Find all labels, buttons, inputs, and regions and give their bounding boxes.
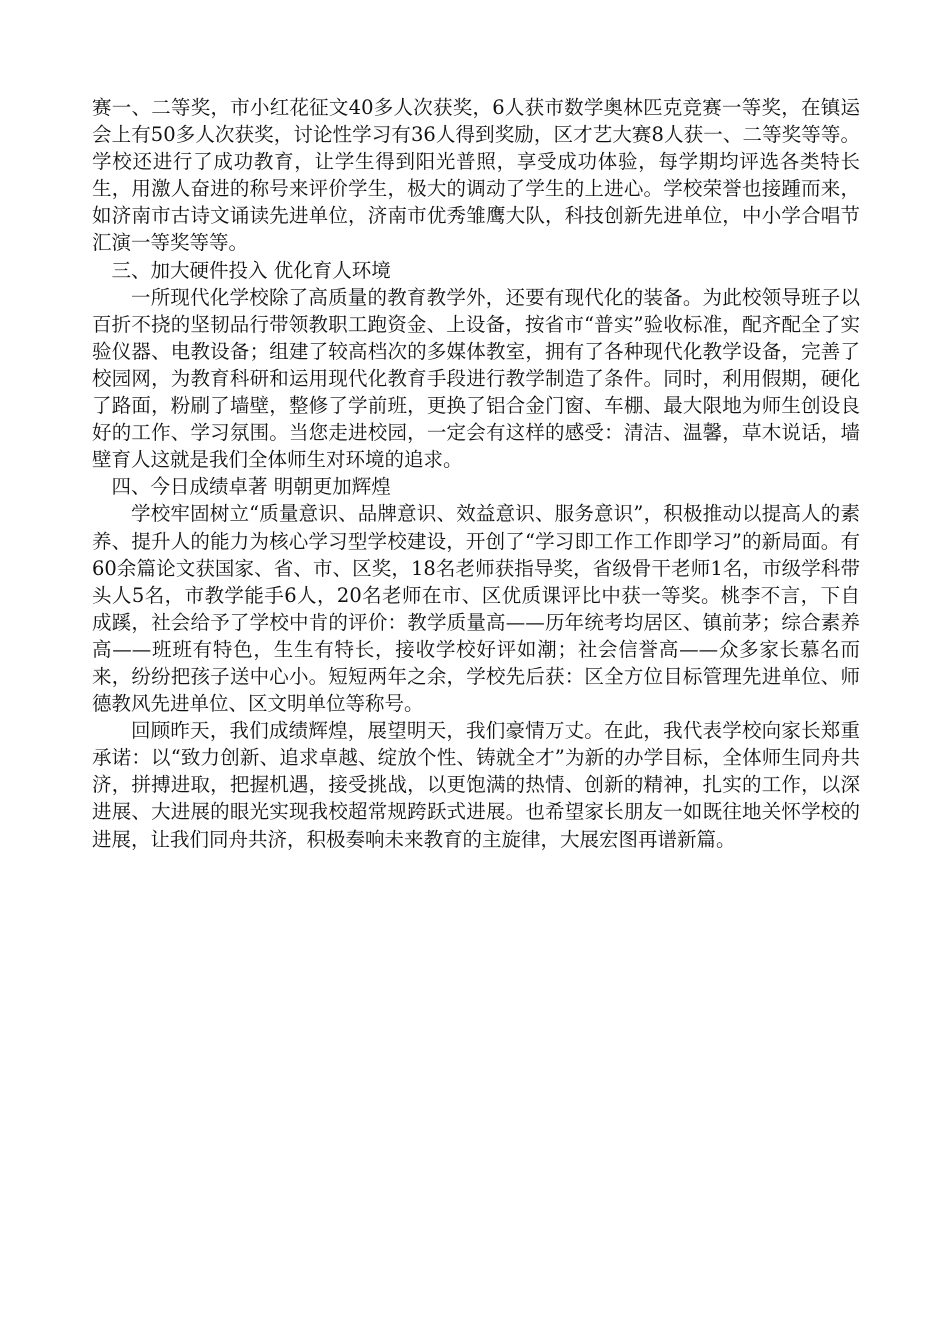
paragraph-awards-continued: 赛一、二等奖，市小红花征文40多人次获奖，6人获市数学奥林匹克竞赛一等奖，在镇运会上有50多人次获奖，讨论性学习有36人得到奖励，区才艺大赛8人获一、二等奖等等。学校还进行了成功教育，让学生得到阳光普照，享受成功体验，每学期均评选各类特长生，用激人奋进的称号来评价学生，极大的调动了学生的上进心。学校荣誉也接踵而来，如济南市古诗文诵读先进单位，济南市优秀雏鹰大队，科技创新先进单位，中小学合唱节汇演一等奖等等。 — [92, 96, 860, 255]
paragraph-achievements: 学校牢固树立“质量意识、品牌意识、效益意识、服务意识”，积极推动以提高人的素养、提升人的能力为核心学习型学校建设，开创了“学习即工作工作即学习”的新局面。有60余篇论文获国家、省、市、区奖，18名老师获指导奖，省级骨干老师1名，市级学科带头人5名，市教学能手6人，20名老师在市、区优质课评比中获一等奖。桃李不言，下自成蹊，社会给予了学校中肯的评价：教学质量高——历年统考均居区、镇前茅；综合素养高——班班有特色，生生有特长，接收学校好评如潮；社会信誉高——众多家长慕名而来，纷纷把孩子送中心小。短短两年之余，学校先后获：区全方位目标管理先进单位、师德教风先进单位、区文明单位等称号。 — [92, 502, 860, 716]
section-heading-hardware: 三、加大硬件投入 优化育人环境 — [111, 258, 391, 282]
paragraph-hardware: 一所现代化学校除了高质量的教育教学外，还要有现代化的装备。为此校领导班子以百折不挠的坚韧品行带领教职工跑资金、上设备，按省市“普实”验收标准，配齐配全了实验仪器、电教设备；组建了较高档次的多媒体教室，拥有了各种现代化教学设备，完善了校园网，为教育科研和运用现代化教育手段进行教学制造了条件。同时，利用假期，硬化了路面，粉刷了墙壁，整修了学前班，更换了铝合金门窗、车棚、最大限地为师生创设良好的工作、学习氛围。当您走进校园，一定会有这样的感受：清洁、温馨，草木说话，墙壁育人这就是我们全体师生对环境的追求。 — [92, 285, 860, 472]
section-heading-achievements: 四、今日成绩卓著 明朝更加辉煌 — [111, 475, 391, 499]
paragraph-conclusion: 回顾昨天，我们成绩辉煌，展望明天，我们豪情万丈。在此，我代表学校向家长郑重承诺：以“致力创新、追求卓越、绽放个性、铸就全才”为新的办学目标，全体师生同舟共济，拼搏进取，把握机遇，接受挑战，以更饱满的热情、创新的精神，扎实的工作，以深进展、大进展的眼光实现我校超常规跨跃式进展。也希望家长朋友一如既往地关怀学校的进展，让我们同舟共济，积极奏响未来教育的主旋律，大展宏图再谱新篇。 — [92, 719, 860, 851]
document-page — [92, 94, 860, 853]
